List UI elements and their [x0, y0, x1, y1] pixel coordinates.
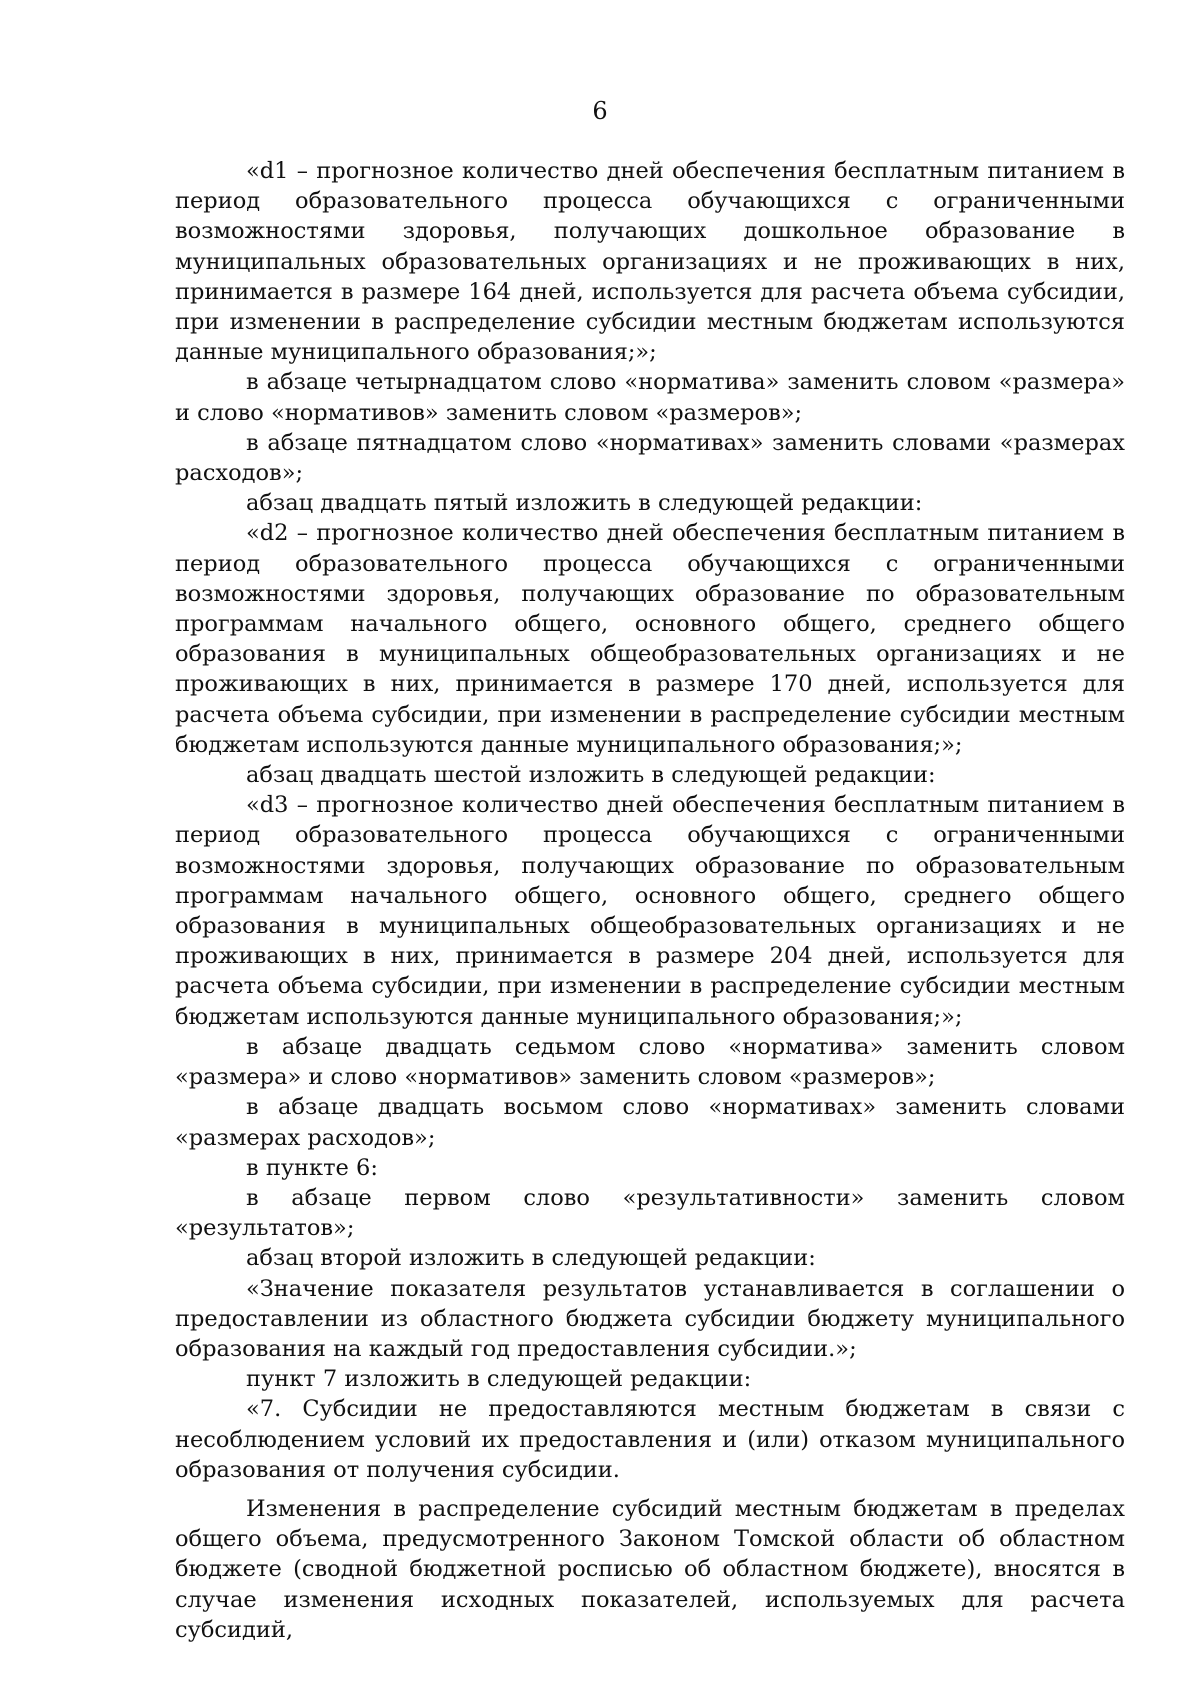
paragraph-d1-definition: «d1 – прогнозное количество дней обеспечения бесплатным питанием в период образовательного процесса обучающихся с ограниченными возможностями здоровья, получающих дошкольное образование в муниципальных образовательных организациях и не проживающих в них, принимается в размере 164 дней, используется для расчета объема субсидии, при изменении в распределение субсидии местным бюджетам используются данные муниципального образования;»;	[175, 158, 1125, 366]
paragraph-abzac-26-intro: абзац двадцать шестой изложить в следующей редакции:	[246, 762, 936, 789]
document-body	[175, 156, 1125, 1645]
page-number: 6	[592, 97, 608, 125]
paragraph-punkt-7-intro: пункт 7 изложить в следующей редакции:	[246, 1366, 752, 1393]
paragraph-distribution-changes: Изменения в распределение субсидий местным бюджетам в пределах общего объема, предусмотренного Законом Томской области об областном бюджете (сводной бюджетной росписью об областном бюджете), вносятся в случае изменения исходных показателей, используемых для расчета субсидий,	[175, 1495, 1125, 1643]
paragraph-abzac-14: в абзаце четырнадцатом слово «норматива» заменить словом «размера» и слово «нормативов» заменить словом «размеров»;	[175, 369, 1125, 426]
paragraph-d2-definition: «d2 – прогнозное количество дней обеспечения бесплатным питанием в период образовательного процесса обучающихся с ограниченными возможностями здоровья, получающих образование по образовательным программам начального общего, основного общего, среднего общего образования в муниципальных общеобразовательных организациях и не проживающих в них, принимается в размере 170 дней, используется для расчета объема субсидии, при изменении в распределение субсидии местным бюджетам используются данные муниципального образования;»;	[175, 520, 1125, 758]
paragraph-d3-definition: «d3 – прогнозное количество дней обеспечения бесплатным питанием в период образовательного процесса обучающихся с ограниченными возможностями здоровья, получающих образование по образовательным программам начального общего, основного общего, среднего общего образования в муниципальных общеобразовательных организациях и не проживающих в них, принимается в размере 204 дней, используется для расчета объема субсидии, при изменении в распределение субсидии местным бюджетам используются данные муниципального образования;»;	[175, 792, 1125, 1030]
paragraph-abzac-25-intro: абзац двадцать пятый изложить в следующей редакции:	[246, 490, 923, 517]
paragraph-punkt-7-text: «7. Субсидии не предоставляются местным бюджетам в связи с несоблюдением условий их предоставления и (или) отказом муниципального образования от получения субсидии.	[175, 1396, 1125, 1483]
paragraph-punkt-6-abzac-1: в абзаце первом слово «результативности» заменить словом «результатов»;	[175, 1184, 1125, 1242]
paragraph-indicator-value: «Значение показателя результатов устанавливается в соглашении о предоставлении из областного бюджета субсидии бюджету муниципального образования на каждый год предоставления субсидии.»;	[175, 1275, 1125, 1362]
paragraph-punkt-6-abzac-2-intro: абзац второй изложить в следующей редакции:	[246, 1245, 816, 1272]
paragraph-abzac-15: в абзаце пятнадцатом слово «нормативах» заменить словами «размерах расходов»;	[175, 429, 1125, 487]
paragraph-punkt-6: в пункте 6:	[246, 1154, 378, 1181]
paragraph-abzac-27: в абзаце двадцать седьмом слово «норматива» заменить словом «размера» и слово «нормативов» заменить словом «размеров»;	[175, 1033, 1125, 1091]
paragraph-abzac-28: в абзаце двадцать восьмом слово «нормативах» заменить словами «размерах расходов»;	[175, 1094, 1125, 1151]
